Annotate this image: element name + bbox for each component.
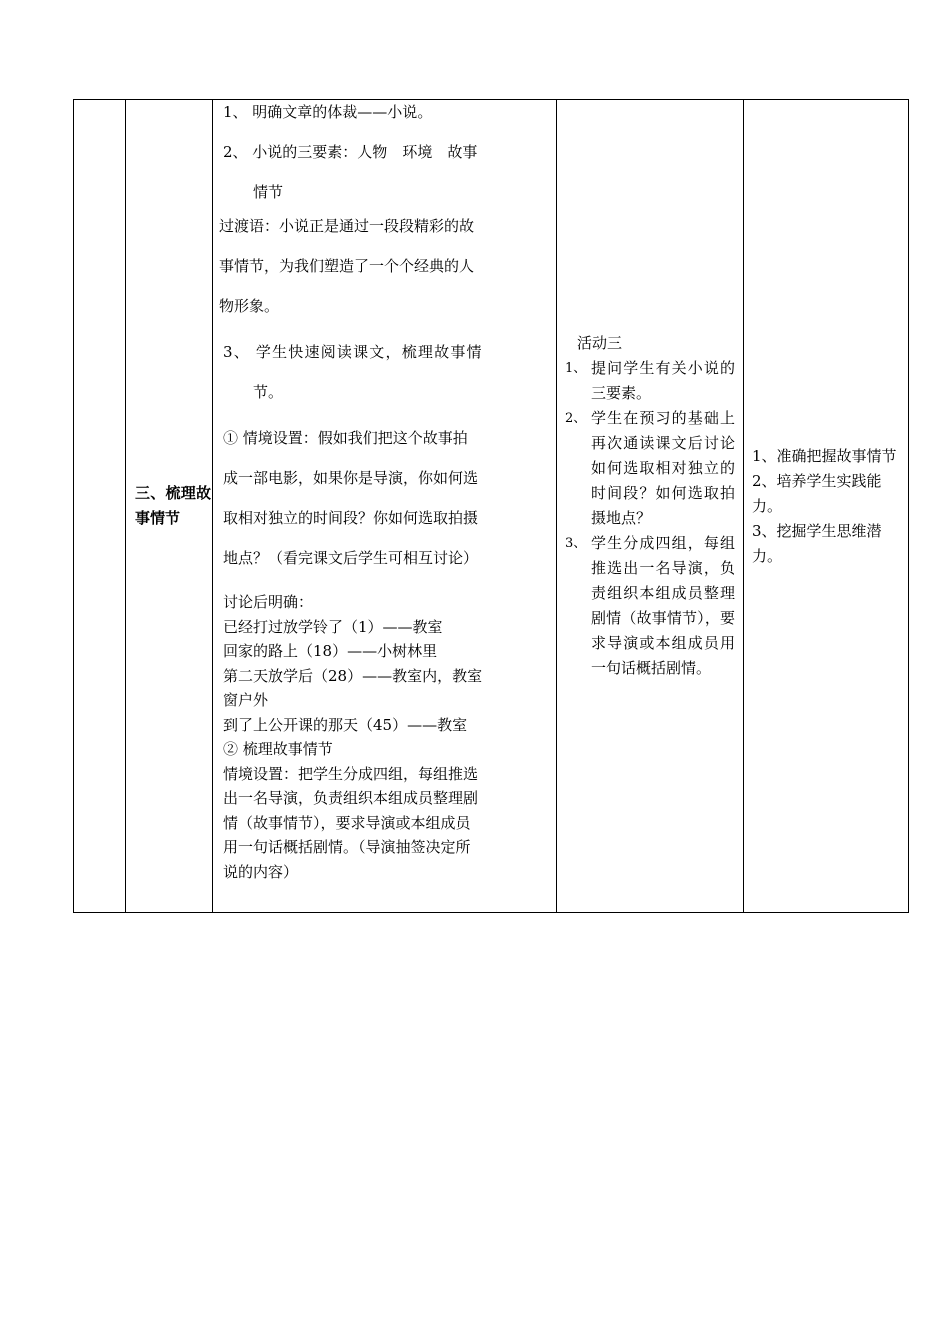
discussion-line: 已经打过放学铃了（1）——教室 — [223, 617, 443, 636]
scene-line: 取相对独立的时间段？你如何选取拍摄 — [223, 509, 479, 527]
activity-list — [565, 331, 735, 681]
discussion-line: 情（故事情节），要求导演或本组成员 — [223, 813, 471, 832]
discussion-line: 第二天放学后（28）——教室内，教室 — [223, 666, 483, 685]
transition-line: 物形象。 — [219, 297, 280, 315]
activity-item-text: 学生在预习的基础上再次通读课文后讨论如何选取相对独立的时间段？如何选取拍摄地点？ — [591, 409, 735, 527]
activity-cell — [557, 100, 743, 912]
stage-cell — [126, 100, 212, 912]
discussion-block — [219, 590, 550, 884]
discussion-line: 说的内容） — [223, 862, 299, 881]
discussion-line: 用一句话概括剧情。（导演抽签决定所 — [223, 838, 471, 856]
content-cell — [213, 100, 556, 912]
content-item-3: 3、 学生快速阅读课文，梳理故事情 — [223, 343, 483, 361]
discussion-line: 情境设置：把学生分成四组，每组推选 — [223, 764, 479, 783]
content-item-3-continuation: 节。 — [253, 383, 284, 401]
transition-line: 过渡语：小说正是通过一段段精彩的故 — [219, 217, 475, 235]
content-item-1: 1、 明确文章的体裁——小说。 — [223, 103, 433, 121]
goal-list — [752, 444, 905, 569]
activity-item-number: 3、 — [565, 536, 587, 551]
transition-line: 事情节，为我们塑造了一个个经典的人 — [219, 257, 475, 275]
activity-item-text: 学生分成四组，每组推选出一名导演，负责组织本组成员整理剧情（故事情节），要求导演或本组成员用一句话概括剧情。 — [591, 534, 735, 677]
goal-item: 2、培养学生实践能力。 — [752, 471, 882, 515]
scene-line: ① 情境设置：假如我们把这个故事拍 — [223, 429, 468, 447]
discussion-line: 出一名导演，负责组织本组成员整理剧 — [223, 789, 479, 807]
activity-item-number: 2、 — [565, 411, 587, 426]
discussion-line: ② 梳理故事情节 — [223, 740, 333, 758]
stage-title: 三、梳理故事情节 — [135, 484, 211, 527]
discussion-line: 窗户外 — [223, 691, 269, 709]
goal-cell — [744, 100, 910, 912]
activity-item-number: 1、 — [565, 361, 587, 376]
discussion-line: 讨论后明确： — [223, 593, 314, 611]
activity-item-text: 提问学生有关小说的三要素。 — [591, 359, 735, 402]
content-item-2: 2、 小说的三要素：人物 环境 故事 — [223, 143, 478, 161]
activity-item — [565, 356, 735, 406]
scene-line: 成一部电影，如果你是导演，你如何选 — [223, 469, 479, 487]
activity-heading: 活动三 — [577, 334, 623, 352]
goal-item: 3、挖掘学生思维潜力。 — [752, 521, 882, 565]
activity-item — [565, 531, 735, 681]
discussion-line: 回家的路上（18）——小树林里 — [223, 642, 438, 660]
content-item-2-continuation: 情节 — [253, 183, 284, 201]
lesson-plan-table — [73, 99, 909, 913]
discussion-line: 到了上公开课的那天（45）——教室 — [223, 715, 468, 734]
scene-line: 地点？（看完课文后学生可相互讨论） — [223, 549, 479, 567]
activity-item — [565, 406, 735, 531]
goal-item: 1、准确把握故事情节 — [752, 446, 897, 465]
